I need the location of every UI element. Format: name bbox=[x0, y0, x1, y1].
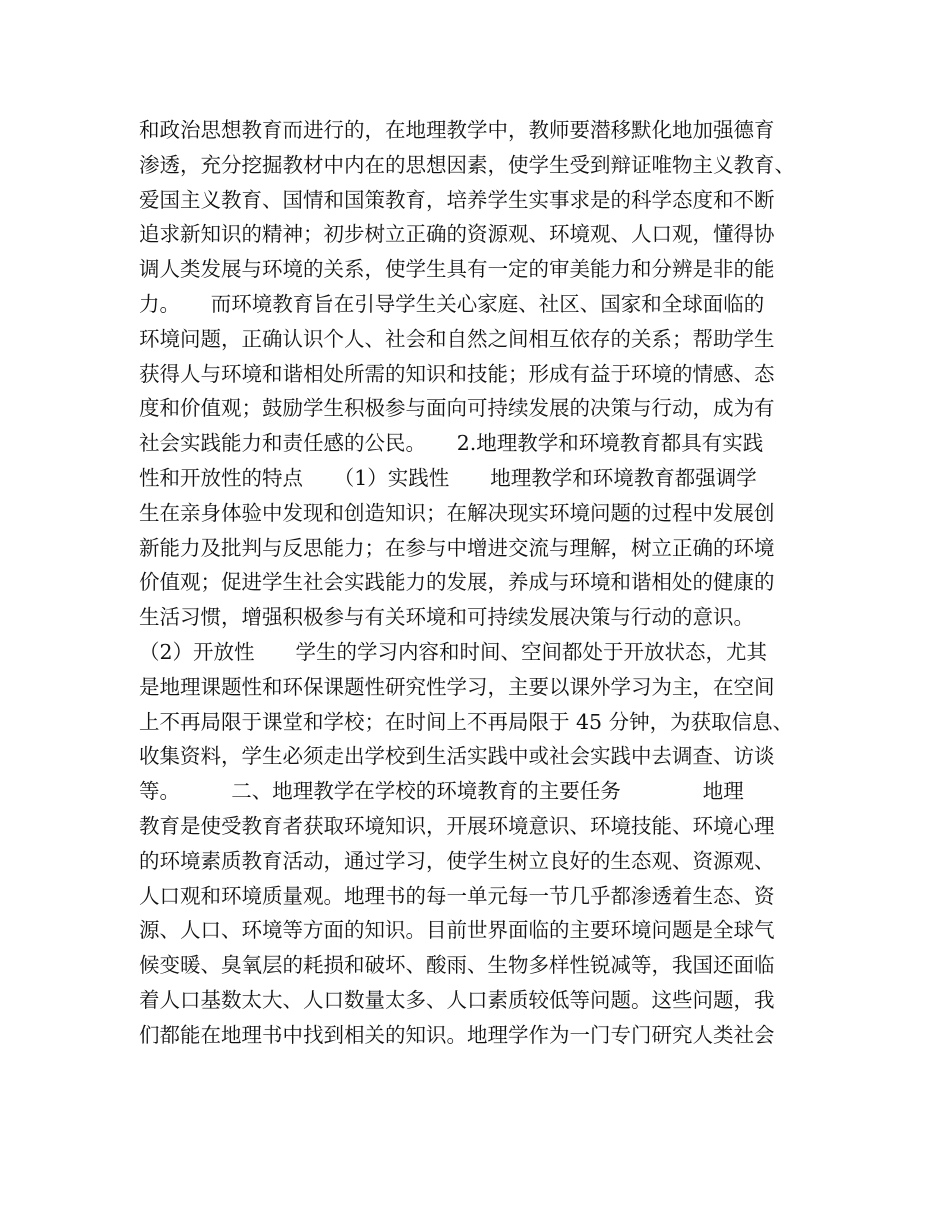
text-line: 渗透，充分挖掘教材中内在的思想因素，使学生受到辩证唯物主义教育、 bbox=[139, 152, 795, 177]
text-line: 收集资料，学生必须走出学校到生活实践中或社会实践中去调查、访谈 bbox=[139, 744, 775, 769]
text-line: 新能力及批判与反思能力；在参与中增进交流与理解，树立正确的环境 bbox=[139, 535, 775, 560]
text-line: 上不再局限于课堂和学校；在时间上不再局限于 45 分钟，为获取信息、 bbox=[139, 709, 794, 734]
text-line: 生活习惯，增强积极参与有关环境和可持续发展决策与行动的意识。 bbox=[139, 605, 754, 630]
text-line: 力。 而环境教育旨在引导学生关心家庭、社区、国家和全球面临的 bbox=[139, 291, 765, 316]
text-line: 们都能在地理书中找到相关的知识。地理学作为一门专门研究人类社会 bbox=[139, 1022, 775, 1047]
text-line: （2）开放性 学生的学习内容和时间、空间都处于开放状态，尤其 bbox=[139, 639, 768, 664]
text-line: 度和价值观；鼓励学生积极参与面向可持续发展的决策与行动，成为有 bbox=[139, 396, 775, 421]
text-line: 等。 二、地理教学在学校的环境教育的主要任务 地理 bbox=[139, 779, 744, 804]
text-line: 价值观；促进学生社会实践能力的发展，养成与环境和谐相处的健康的 bbox=[139, 570, 775, 595]
text-line: 环境问题，正确认识个人、社会和自然之间相互依存的关系；帮助学生 bbox=[139, 326, 775, 351]
text-line: 着人口基数太大、人口数量太多、人口素质较低等问题。这些问题，我 bbox=[139, 987, 775, 1012]
text-line: 人口观和环境质量观。地理书的每一单元每一节几乎都渗透着生态、资 bbox=[139, 883, 775, 908]
text-line: 性和开放性的特点 （1）实践性 地理教学和环境教育都强调学 bbox=[139, 465, 757, 490]
text-line: 生在亲身体验中发现和创造知识；在解决现实环境问题的过程中发展创 bbox=[139, 500, 775, 525]
text-line: 获得人与环境和谐相处所需的知识和技能；形成有益于环境的情感、态 bbox=[139, 361, 775, 386]
body-text bbox=[139, 113, 819, 1053]
text-line: 源、人口、环境等方面的知识。目前世界面临的主要环境问题是全球气 bbox=[139, 918, 775, 943]
text-line: 和政治思想教育而进行的，在地理教学中，教师要潜移默化地加强德育 bbox=[139, 118, 775, 142]
text-line: 候变暖、臭氧层的耗损和破坏、酸雨、生物多样性锐减等，我国还面临 bbox=[139, 953, 775, 978]
text-line: 调人类发展与环境的关系，使学生具有一定的审美能力和分辨是非的能 bbox=[139, 257, 775, 282]
text-line: 爱国主义教育、国情和国策教育，培养学生实事求是的科学态度和不断 bbox=[139, 187, 775, 212]
text-line: 的环境素质教育活动，通过学习，使学生树立良好的生态观、资源观、 bbox=[139, 848, 775, 873]
text-line: 是地理课题性和环保课题性研究性学习，主要以课外学习为主，在空间 bbox=[139, 674, 775, 699]
text-line: 社会实践能力和责任感的公民。 2.地理教学和环境教育都具有实践 bbox=[139, 431, 764, 456]
text-line: 教育是使受教育者获取环境知识，开展环境意识、环境技能、环境心理 bbox=[139, 813, 775, 838]
text-line: 追求新知识的精神；初步树立正确的资源观、环境观、人口观，懂得协 bbox=[139, 222, 775, 247]
